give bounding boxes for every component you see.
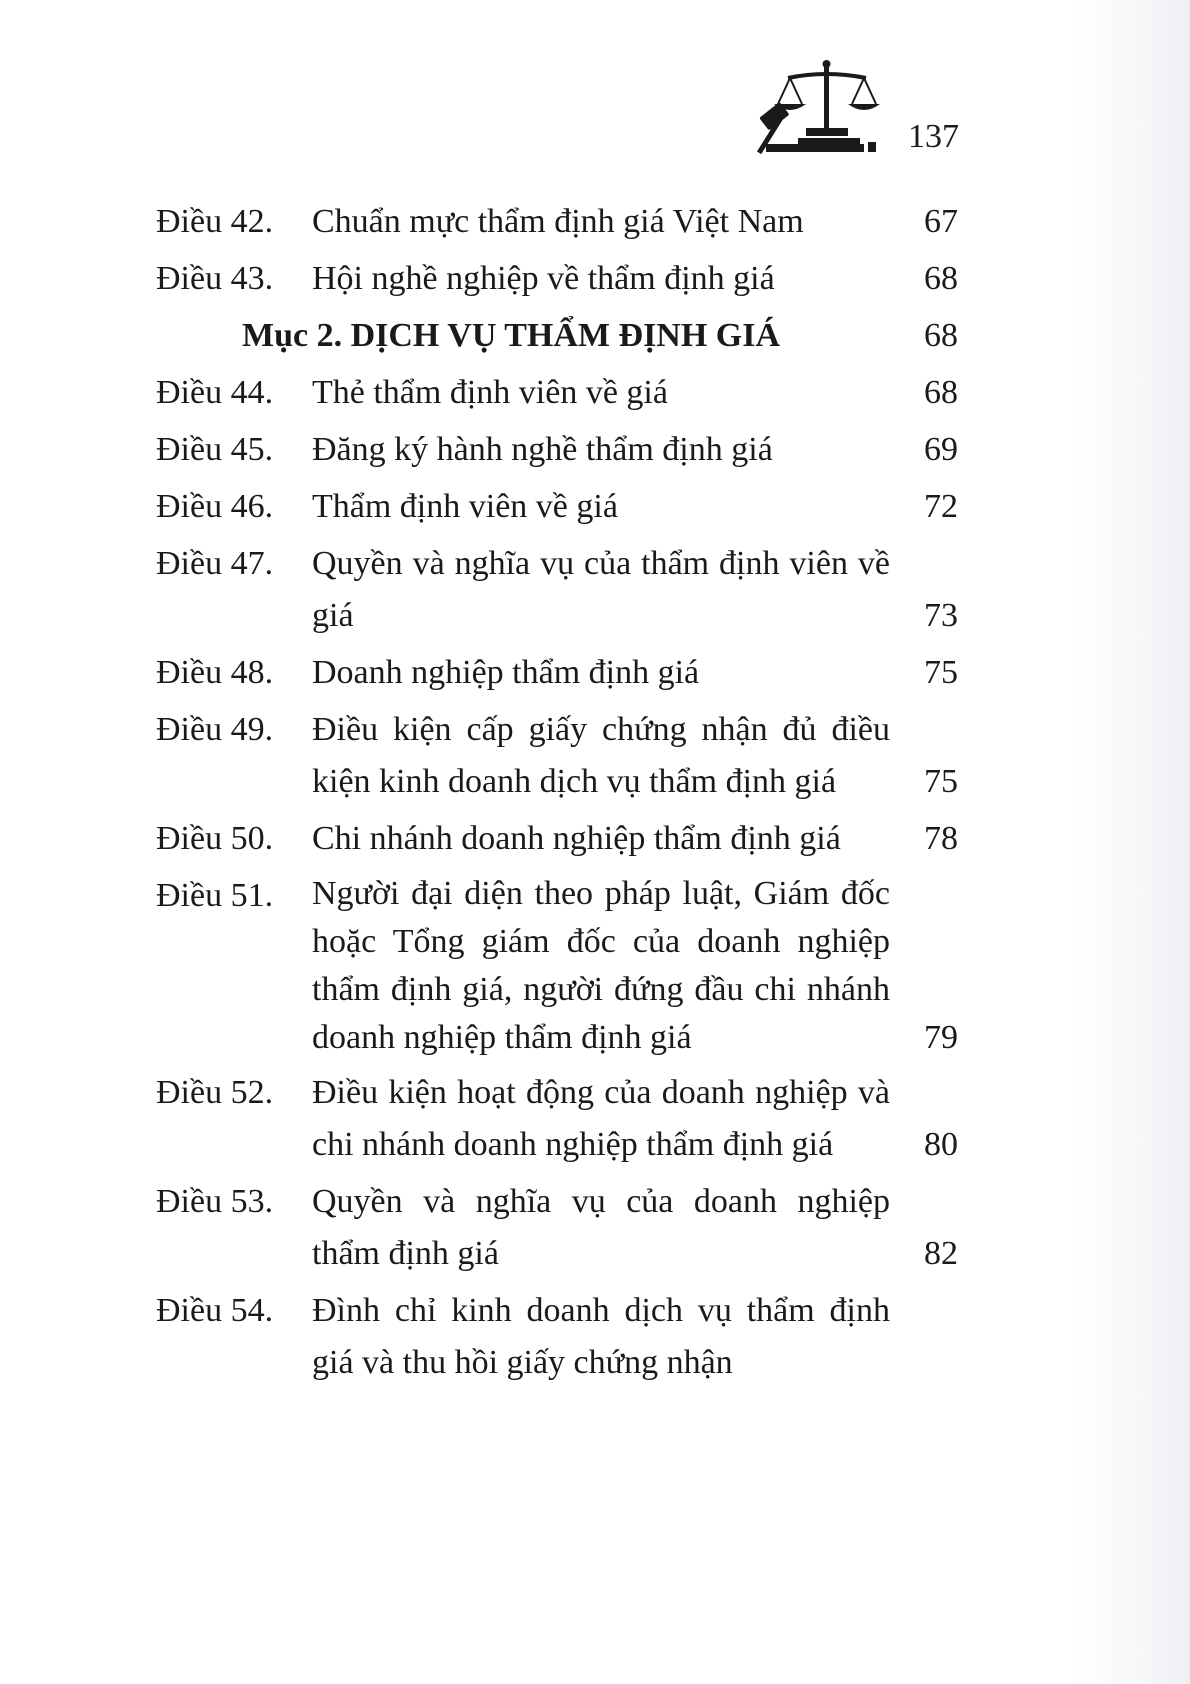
toc-article-title: Điều kiện cấp giấy chứng nhận đủ điều kiện kinh doanh dịch vụ thẩm định giá bbox=[312, 711, 890, 800]
page-edge-shadow bbox=[1072, 0, 1190, 1684]
toc-article-label: Điều 49. bbox=[156, 711, 274, 748]
toc-entry bbox=[156, 538, 966, 642]
toc-page-number: 78 bbox=[924, 820, 958, 857]
toc-article-title: Quyền và nghĩa vụ của doanh nghiệp thẩm định giá bbox=[312, 1183, 890, 1272]
table-of-contents bbox=[156, 196, 966, 1394]
page-number: 137 bbox=[908, 118, 959, 155]
toc-entry bbox=[156, 367, 966, 419]
toc-article-label: Điều 54. bbox=[156, 1292, 274, 1329]
toc-entry bbox=[156, 196, 966, 248]
toc-entry bbox=[156, 481, 966, 533]
toc-entry bbox=[156, 424, 966, 476]
toc-page-number: 67 bbox=[924, 203, 958, 240]
toc-page-number: 72 bbox=[924, 488, 958, 525]
toc-article-label: Điều 48. bbox=[156, 654, 274, 691]
toc-article-label: Điều 45. bbox=[156, 431, 274, 468]
toc-article-title: Thẻ thẩm định viên về giá bbox=[312, 374, 668, 411]
toc-article-title: Điều kiện hoạt động của doanh nghiệp và chi nhánh doanh nghiệp thẩm định giá bbox=[312, 1074, 890, 1163]
page-header bbox=[740, 58, 960, 168]
toc-entry bbox=[156, 704, 966, 808]
toc-article-label: Điều 43. bbox=[156, 260, 274, 297]
toc-page-number: 68 bbox=[924, 374, 958, 411]
toc-article-label: Điều 46. bbox=[156, 488, 274, 525]
toc-page-number: 68 bbox=[924, 317, 958, 354]
toc-article-label: Điều 44. bbox=[156, 374, 274, 411]
toc-entry bbox=[156, 1067, 966, 1171]
toc-article-title: Đình chỉ kinh doanh dịch vụ thẩm định giá và thu hồi giấy chứng nhận bbox=[312, 1292, 890, 1381]
toc-article-label: Điều 42. bbox=[156, 203, 274, 240]
toc-page-number: 82 bbox=[924, 1235, 958, 1272]
toc-article-title: Người đại diện theo pháp luật, Giám đốc hoặc Tổng giám đốc của doanh nghiệp thẩm định giá, người đứng đầu chi nhánh doanh nghiệp thẩm định giá bbox=[312, 875, 890, 1056]
toc-article-title: Doanh nghiệp thẩm định giá bbox=[312, 654, 700, 691]
toc-article-title: Chuẩn mực thẩm định giá Việt Nam bbox=[312, 203, 804, 240]
toc-article-title: Hội nghề nghiệp về thẩm định giá bbox=[312, 260, 775, 297]
toc-entry bbox=[156, 253, 966, 305]
toc-entry bbox=[156, 813, 966, 865]
toc-entry bbox=[156, 647, 966, 699]
toc-page-number: 79 bbox=[924, 1019, 958, 1056]
toc-article-label: Điều 47. bbox=[156, 545, 274, 582]
toc-page-number: 75 bbox=[924, 654, 958, 691]
toc-article-title: Chi nhánh doanh nghiệp thẩm định giá bbox=[312, 820, 841, 857]
toc-article-label: Điều 52. bbox=[156, 1074, 274, 1111]
toc-article-title: Thẩm định viên về giá bbox=[312, 488, 618, 525]
toc-article-label: Điều 53. bbox=[156, 1183, 274, 1220]
toc-entry bbox=[156, 1285, 966, 1389]
toc-article-title: Quyền và nghĩa vụ của thẩm định viên về giá bbox=[312, 545, 890, 634]
toc-article-title: Mục 2. DỊCH VỤ THẨM ĐỊNH GIÁ bbox=[242, 317, 781, 354]
toc-article-label: Điều 50. bbox=[156, 820, 274, 857]
toc-page-number: 69 bbox=[924, 431, 958, 468]
toc-entry bbox=[156, 1176, 966, 1280]
toc-page-number: 80 bbox=[924, 1126, 958, 1163]
scales-of-justice-gavel-icon bbox=[746, 58, 896, 158]
toc-page-number: 73 bbox=[924, 597, 958, 634]
toc-section-heading bbox=[156, 310, 966, 362]
toc-page-number: 68 bbox=[924, 260, 958, 297]
toc-article-title: Đăng ký hành nghề thẩm định giá bbox=[312, 431, 773, 468]
toc-entry bbox=[156, 870, 966, 1062]
toc-page-number: 75 bbox=[924, 763, 958, 800]
toc-article-label: Điều 51. bbox=[156, 877, 274, 914]
